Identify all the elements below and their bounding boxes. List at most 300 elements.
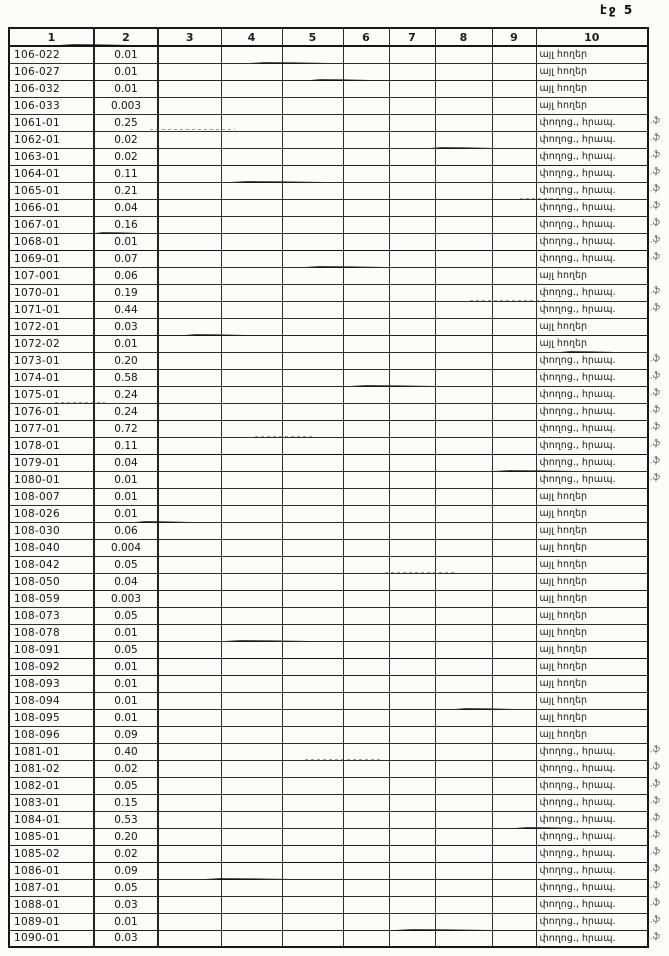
empty-cell-5 — [282, 335, 343, 352]
area-value-cell: 0.58 — [94, 369, 158, 386]
parcel-code-cell: 108-007 — [9, 488, 94, 505]
empty-cell-6 — [343, 437, 389, 454]
empty-cell-8 — [435, 590, 492, 607]
empty-cell-3 — [158, 930, 221, 947]
area-value-cell: 0.02 — [94, 148, 158, 165]
table-row — [9, 148, 648, 165]
empty-cell-9 — [492, 471, 536, 488]
empty-cell-3 — [158, 267, 221, 284]
empty-cell-8 — [435, 658, 492, 675]
empty-cell-6 — [343, 692, 389, 709]
empty-cell-5 — [282, 114, 343, 131]
parcel-code-cell: 108-092 — [9, 658, 94, 675]
empty-cell-9 — [492, 199, 536, 216]
land-use-cell: փողոց., հրապ. — [536, 862, 648, 879]
parcel-code-cell: 106-027 — [9, 63, 94, 80]
empty-cell-7 — [389, 590, 435, 607]
empty-cell-8 — [435, 777, 492, 794]
area-value-cell: 0.05 — [94, 777, 158, 794]
parcel-code-cell: 106-022 — [9, 46, 94, 63]
empty-cell-8 — [435, 845, 492, 862]
empty-cell-4 — [221, 199, 282, 216]
area-value-cell: 0.53 — [94, 811, 158, 828]
land-use-cell: այլ հողեր — [536, 335, 648, 352]
handwritten-margin-mark: .ֆ — [649, 744, 661, 756]
empty-cell-3 — [158, 641, 221, 658]
area-value-cell: 0.01 — [94, 335, 158, 352]
empty-cell-4 — [221, 182, 282, 199]
empty-cell-8 — [435, 624, 492, 641]
empty-cell-7 — [389, 794, 435, 811]
empty-cell-6 — [343, 182, 389, 199]
empty-cell-5 — [282, 709, 343, 726]
land-use-cell: փողոց., հրապ. — [536, 199, 648, 216]
land-use-cell: այլ հողեր — [536, 709, 648, 726]
table-header — [9, 28, 648, 46]
empty-cell-4 — [221, 301, 282, 318]
empty-cell-9 — [492, 80, 536, 97]
table-row — [9, 216, 648, 233]
empty-cell-7 — [389, 284, 435, 301]
handwritten-margin-mark: .ֆ — [649, 234, 661, 246]
empty-cell-6 — [343, 454, 389, 471]
empty-cell-8 — [435, 148, 492, 165]
empty-cell-5 — [282, 760, 343, 777]
empty-cell-8 — [435, 216, 492, 233]
empty-cell-7 — [389, 845, 435, 862]
empty-cell-4 — [221, 845, 282, 862]
table-row — [9, 624, 648, 641]
empty-cell-7 — [389, 420, 435, 437]
empty-cell-5 — [282, 386, 343, 403]
empty-cell-9 — [492, 709, 536, 726]
empty-cell-9 — [492, 250, 536, 267]
land-use-cell: փողոց., հրապ. — [536, 828, 648, 845]
table-row — [9, 335, 648, 352]
empty-cell-6 — [343, 624, 389, 641]
empty-cell-3 — [158, 828, 221, 845]
empty-cell-6 — [343, 862, 389, 879]
handwritten-margin-mark: .ֆ — [649, 115, 661, 127]
empty-cell-4 — [221, 250, 282, 267]
empty-cell-6 — [343, 318, 389, 335]
empty-cell-9 — [492, 845, 536, 862]
empty-cell-5 — [282, 862, 343, 879]
area-value-cell: 0.06 — [94, 267, 158, 284]
empty-cell-3 — [158, 709, 221, 726]
handwritten-margin-mark: .ֆ — [649, 863, 661, 875]
empty-cell-7 — [389, 46, 435, 63]
area-value-cell: 0.003 — [94, 590, 158, 607]
empty-cell-7 — [389, 80, 435, 97]
empty-cell-3 — [158, 114, 221, 131]
empty-cell-9 — [492, 777, 536, 794]
land-use-cell: փողոց., հրապ. — [536, 777, 648, 794]
empty-cell-4 — [221, 80, 282, 97]
handwritten-margin-mark: .ֆ — [649, 217, 661, 229]
table-row — [9, 794, 648, 811]
table-row — [9, 811, 648, 828]
empty-cell-4 — [221, 862, 282, 879]
empty-cell-5 — [282, 131, 343, 148]
empty-cell-5 — [282, 539, 343, 556]
empty-cell-8 — [435, 46, 492, 63]
handwritten-margin-mark: .ֆ — [649, 132, 661, 144]
parcel-code-cell: 1076-01 — [9, 403, 94, 420]
area-value-cell: 0.16 — [94, 216, 158, 233]
land-register-table — [8, 27, 649, 948]
area-value-cell: 0.01 — [94, 624, 158, 641]
land-use-cell: փողոց., հրապ. — [536, 250, 648, 267]
empty-cell-4 — [221, 556, 282, 573]
empty-cell-8 — [435, 471, 492, 488]
empty-cell-5 — [282, 165, 343, 182]
table-row — [9, 267, 648, 284]
table-row — [9, 709, 648, 726]
handwritten-margin-mark: .ֆ — [649, 914, 661, 926]
empty-cell-5 — [282, 896, 343, 913]
parcel-code-cell: 1078-01 — [9, 437, 94, 454]
empty-cell-7 — [389, 522, 435, 539]
parcel-code-cell: 108-096 — [9, 726, 94, 743]
empty-cell-7 — [389, 437, 435, 454]
area-value-cell: 0.15 — [94, 794, 158, 811]
area-value-cell: 0.01 — [94, 675, 158, 692]
empty-cell-8 — [435, 369, 492, 386]
area-value-cell: 0.04 — [94, 573, 158, 590]
land-use-cell: փողոց., հրապ. — [536, 896, 648, 913]
table-row — [9, 369, 648, 386]
land-use-cell: այլ հողեր — [536, 607, 648, 624]
parcel-code-cell: 108-050 — [9, 573, 94, 590]
empty-cell-3 — [158, 131, 221, 148]
empty-cell-7 — [389, 335, 435, 352]
empty-cell-3 — [158, 896, 221, 913]
empty-cell-5 — [282, 879, 343, 896]
empty-cell-9 — [492, 63, 536, 80]
empty-cell-5 — [282, 675, 343, 692]
table-row — [9, 165, 648, 182]
empty-cell-9 — [492, 658, 536, 675]
table-row — [9, 182, 648, 199]
area-value-cell: 0.44 — [94, 301, 158, 318]
area-value-cell: 0.04 — [94, 199, 158, 216]
empty-cell-3 — [158, 522, 221, 539]
table-row — [9, 301, 648, 318]
empty-cell-7 — [389, 199, 435, 216]
empty-cell-9 — [492, 505, 536, 522]
empty-cell-7 — [389, 675, 435, 692]
empty-cell-9 — [492, 182, 536, 199]
empty-cell-8 — [435, 182, 492, 199]
empty-cell-5 — [282, 777, 343, 794]
empty-cell-9 — [492, 743, 536, 760]
empty-cell-5 — [282, 590, 343, 607]
empty-cell-4 — [221, 675, 282, 692]
empty-cell-7 — [389, 811, 435, 828]
table-row — [9, 590, 648, 607]
land-use-cell: այլ հողեր — [536, 624, 648, 641]
area-value-cell: 0.05 — [94, 556, 158, 573]
empty-cell-9 — [492, 794, 536, 811]
empty-cell-5 — [282, 318, 343, 335]
table-row — [9, 318, 648, 335]
land-use-cell: փողոց., հրապ. — [536, 471, 648, 488]
empty-cell-9 — [492, 760, 536, 777]
handwritten-margin-mark: .ֆ — [649, 472, 661, 484]
handwritten-margin-mark: .ֆ — [649, 353, 661, 365]
parcel-code-cell: 1061-01 — [9, 114, 94, 131]
empty-cell-5 — [282, 403, 343, 420]
empty-cell-9 — [492, 607, 536, 624]
land-use-cell: փողոց., հրապ. — [536, 743, 648, 760]
empty-cell-3 — [158, 505, 221, 522]
area-value-cell: 0.01 — [94, 658, 158, 675]
empty-cell-8 — [435, 131, 492, 148]
empty-cell-3 — [158, 352, 221, 369]
land-use-cell: այլ հողեր — [536, 641, 648, 658]
parcel-code-cell: 107-001 — [9, 267, 94, 284]
parcel-code-cell: 1072-01 — [9, 318, 94, 335]
area-value-cell: 0.01 — [94, 233, 158, 250]
land-use-cell: փողոց., հրապ. — [536, 148, 648, 165]
table-row — [9, 658, 648, 675]
empty-cell-5 — [282, 199, 343, 216]
area-value-cell: 0.003 — [94, 97, 158, 114]
parcel-code-cell: 108-093 — [9, 675, 94, 692]
empty-cell-6 — [343, 828, 389, 845]
empty-cell-7 — [389, 777, 435, 794]
land-use-cell: այլ հողեր — [536, 318, 648, 335]
empty-cell-5 — [282, 522, 343, 539]
empty-cell-9 — [492, 97, 536, 114]
empty-cell-3 — [158, 811, 221, 828]
empty-cell-4 — [221, 471, 282, 488]
area-value-cell: 0.01 — [94, 46, 158, 63]
empty-cell-3 — [158, 573, 221, 590]
empty-cell-8 — [435, 488, 492, 505]
empty-cell-6 — [343, 760, 389, 777]
table-row — [9, 913, 648, 930]
empty-cell-7 — [389, 896, 435, 913]
empty-cell-7 — [389, 726, 435, 743]
table-row — [9, 573, 648, 590]
empty-cell-9 — [492, 573, 536, 590]
handwritten-margin-mark: .ֆ — [649, 795, 661, 807]
table-row — [9, 692, 648, 709]
empty-cell-9 — [492, 233, 536, 250]
table-row — [9, 930, 648, 947]
empty-cell-4 — [221, 760, 282, 777]
empty-cell-8 — [435, 114, 492, 131]
area-value-cell: 0.01 — [94, 471, 158, 488]
area-value-cell: 0.19 — [94, 284, 158, 301]
handwritten-margin-mark: .ֆ — [649, 421, 661, 433]
area-value-cell: 0.01 — [94, 505, 158, 522]
empty-cell-5 — [282, 573, 343, 590]
land-use-cell: այլ հողեր — [536, 97, 648, 114]
area-value-cell: 0.21 — [94, 182, 158, 199]
empty-cell-3 — [158, 454, 221, 471]
empty-cell-3 — [158, 675, 221, 692]
empty-cell-9 — [492, 692, 536, 709]
parcel-code-cell: 1069-01 — [9, 250, 94, 267]
empty-cell-3 — [158, 794, 221, 811]
land-use-cell: այլ հողեր — [536, 590, 648, 607]
area-value-cell: 0.25 — [94, 114, 158, 131]
table-row — [9, 63, 648, 80]
handwritten-margin-mark: .ֆ — [649, 387, 661, 399]
table-row — [9, 777, 648, 794]
parcel-code-cell: 106-032 — [9, 80, 94, 97]
empty-cell-6 — [343, 148, 389, 165]
land-use-cell: այլ հողեր — [536, 556, 648, 573]
empty-cell-4 — [221, 97, 282, 114]
empty-cell-5 — [282, 267, 343, 284]
empty-cell-9 — [492, 420, 536, 437]
empty-cell-5 — [282, 913, 343, 930]
empty-cell-4 — [221, 63, 282, 80]
empty-cell-4 — [221, 930, 282, 947]
empty-cell-9 — [492, 590, 536, 607]
land-use-cell: այլ հողեր — [536, 692, 648, 709]
empty-cell-9 — [492, 624, 536, 641]
parcel-code-cell: 108-094 — [9, 692, 94, 709]
empty-cell-3 — [158, 386, 221, 403]
empty-cell-8 — [435, 522, 492, 539]
land-use-cell: փողոց., հրապ. — [536, 403, 648, 420]
empty-cell-4 — [221, 777, 282, 794]
empty-cell-6 — [343, 97, 389, 114]
parcel-code-cell: 1088-01 — [9, 896, 94, 913]
empty-cell-5 — [282, 743, 343, 760]
area-value-cell: 0.06 — [94, 522, 158, 539]
empty-cell-7 — [389, 879, 435, 896]
empty-cell-5 — [282, 794, 343, 811]
empty-cell-7 — [389, 913, 435, 930]
parcel-code-cell: 108-030 — [9, 522, 94, 539]
empty-cell-8 — [435, 420, 492, 437]
empty-cell-9 — [492, 335, 536, 352]
empty-cell-7 — [389, 369, 435, 386]
table-row — [9, 675, 648, 692]
parcel-code-cell: 1081-02 — [9, 760, 94, 777]
empty-cell-3 — [158, 369, 221, 386]
area-value-cell: 0.01 — [94, 692, 158, 709]
area-value-cell: 0.24 — [94, 403, 158, 420]
empty-cell-6 — [343, 131, 389, 148]
empty-cell-3 — [158, 590, 221, 607]
empty-cell-8 — [435, 199, 492, 216]
empty-cell-3 — [158, 301, 221, 318]
empty-cell-9 — [492, 46, 536, 63]
empty-cell-6 — [343, 284, 389, 301]
land-use-cell: փողոց., հրապ. — [536, 284, 648, 301]
table-row — [9, 539, 648, 556]
parcel-code-cell: 1073-01 — [9, 352, 94, 369]
empty-cell-6 — [343, 930, 389, 947]
empty-cell-8 — [435, 250, 492, 267]
land-use-cell: այլ հողեր — [536, 539, 648, 556]
empty-cell-8 — [435, 930, 492, 947]
parcel-code-cell: 108-042 — [9, 556, 94, 573]
empty-cell-7 — [389, 709, 435, 726]
handwritten-margin-mark: .ֆ — [649, 302, 661, 314]
parcel-code-cell: 1077-01 — [9, 420, 94, 437]
empty-cell-8 — [435, 743, 492, 760]
land-use-cell: այլ հողեր — [536, 63, 648, 80]
table-row — [9, 845, 648, 862]
empty-cell-8 — [435, 913, 492, 930]
empty-cell-6 — [343, 675, 389, 692]
table-row — [9, 607, 648, 624]
empty-cell-5 — [282, 556, 343, 573]
empty-cell-7 — [389, 505, 435, 522]
empty-cell-4 — [221, 284, 282, 301]
parcel-code-cell: 108-040 — [9, 539, 94, 556]
empty-cell-6 — [343, 845, 389, 862]
table-row — [9, 46, 648, 63]
empty-cell-5 — [282, 828, 343, 845]
empty-cell-4 — [221, 148, 282, 165]
empty-cell-8 — [435, 233, 492, 250]
table-body — [9, 46, 648, 947]
empty-cell-8 — [435, 862, 492, 879]
parcel-code-cell: 1087-01 — [9, 879, 94, 896]
empty-cell-6 — [343, 794, 389, 811]
empty-cell-6 — [343, 267, 389, 284]
parcel-code-cell: 1066-01 — [9, 199, 94, 216]
empty-cell-9 — [492, 913, 536, 930]
empty-cell-3 — [158, 250, 221, 267]
empty-cell-7 — [389, 131, 435, 148]
empty-cell-4 — [221, 879, 282, 896]
table-row — [9, 522, 648, 539]
empty-cell-7 — [389, 352, 435, 369]
table-row — [9, 641, 648, 658]
empty-cell-8 — [435, 165, 492, 182]
empty-cell-9 — [492, 403, 536, 420]
empty-cell-7 — [389, 454, 435, 471]
empty-cell-7 — [389, 267, 435, 284]
empty-cell-9 — [492, 216, 536, 233]
area-value-cell: 0.20 — [94, 828, 158, 845]
parcel-code-cell: 1074-01 — [9, 369, 94, 386]
empty-cell-7 — [389, 114, 435, 131]
handwritten-margin-mark: .ֆ — [649, 251, 661, 263]
empty-cell-6 — [343, 233, 389, 250]
land-use-cell: փողոց., հրապ. — [536, 811, 648, 828]
empty-cell-8 — [435, 335, 492, 352]
land-use-cell: փողոց., հրապ. — [536, 369, 648, 386]
empty-cell-9 — [492, 726, 536, 743]
empty-cell-6 — [343, 879, 389, 896]
empty-cell-7 — [389, 573, 435, 590]
empty-cell-6 — [343, 658, 389, 675]
empty-cell-5 — [282, 352, 343, 369]
parcel-code-cell: 1083-01 — [9, 794, 94, 811]
empty-cell-5 — [282, 97, 343, 114]
area-value-cell: 0.05 — [94, 607, 158, 624]
empty-cell-3 — [158, 760, 221, 777]
area-value-cell: 0.004 — [94, 539, 158, 556]
empty-cell-9 — [492, 114, 536, 131]
land-use-cell: այլ հողեր — [536, 658, 648, 675]
table-row — [9, 97, 648, 114]
parcel-code-cell: 108-059 — [9, 590, 94, 607]
area-value-cell: 0.03 — [94, 930, 158, 947]
empty-cell-9 — [492, 488, 536, 505]
